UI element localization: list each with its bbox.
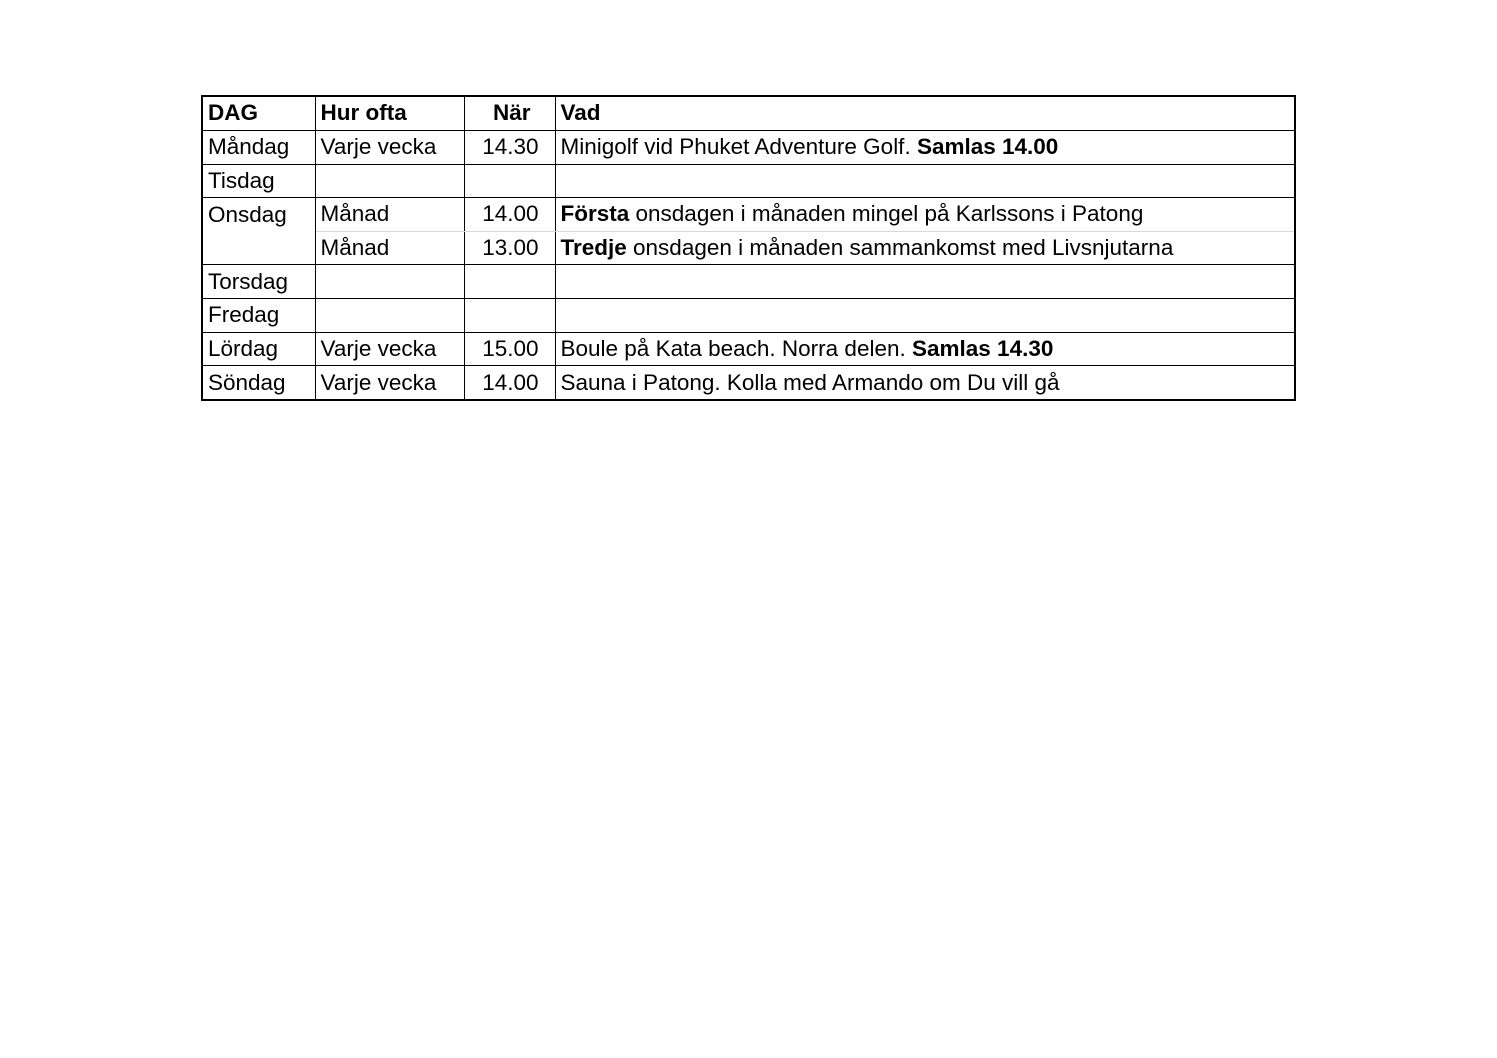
what-text: onsdagen i månaden mingel på Karlssons i Patong [629, 201, 1144, 227]
table-row [203, 131, 1294, 165]
schedule-table [203, 97, 1294, 399]
day-cell: Torsdag [203, 265, 315, 299]
day-cell: Måndag [203, 131, 315, 165]
table-row [203, 198, 1294, 232]
what-cell [555, 198, 1294, 232]
what-bold-prefix: Tredje [560, 234, 627, 260]
frequency-cell: Varje vecka [315, 366, 464, 400]
time-cell [464, 265, 555, 299]
table-row [203, 332, 1294, 366]
header-frequency: Hur ofta [315, 97, 464, 131]
frequency-cell: Varje vecka [315, 131, 464, 165]
what-text: Sauna i Patong. Kolla med Armando om Du vill gå [560, 369, 1060, 395]
frequency-cell: Månad [315, 231, 464, 265]
frequency-cell [315, 299, 464, 333]
header-day: DAG [203, 97, 315, 131]
what-bold-suffix: Samlas 14.30 [912, 335, 1054, 361]
what-cell [555, 332, 1294, 366]
frequency-cell: Varje vecka [315, 332, 464, 366]
day-cell [203, 231, 315, 265]
what-text: Boule på Kata beach. Norra delen. [560, 335, 912, 361]
what-text: Minigolf vid Phuket Adventure Golf. [560, 134, 917, 160]
what-cell [555, 164, 1294, 198]
header-time: När [464, 97, 555, 131]
time-cell [464, 299, 555, 333]
what-cell [555, 131, 1294, 165]
day-cell: Tisdag [203, 164, 315, 198]
header-row [203, 97, 1294, 131]
day-cell: Lördag [203, 332, 315, 366]
what-cell [555, 366, 1294, 400]
table-row [203, 164, 1294, 198]
time-cell [464, 164, 555, 198]
table-row [203, 265, 1294, 299]
table-row [203, 366, 1294, 400]
time-cell: 14.30 [464, 131, 555, 165]
day-cell: Söndag [203, 366, 315, 400]
table-row [203, 231, 1294, 265]
header-what: Vad [555, 97, 1294, 131]
time-cell: 14.00 [464, 366, 555, 400]
what-text: onsdagen i månaden sammankomst med Livsnjutarna [626, 234, 1174, 260]
schedule-sheet [201, 95, 1296, 401]
what-cell [555, 265, 1294, 299]
time-cell: 13.00 [464, 231, 555, 265]
what-bold-suffix: Samlas 14.00 [916, 134, 1059, 160]
what-cell [555, 299, 1294, 333]
frequency-cell: Månad [315, 198, 464, 232]
time-cell: 15.00 [464, 332, 555, 366]
day-cell: Fredag [203, 299, 315, 333]
frequency-cell [315, 265, 464, 299]
table-row [203, 299, 1294, 333]
what-bold-prefix: Första [560, 201, 630, 227]
frequency-cell [315, 164, 464, 198]
time-cell: 14.00 [464, 198, 555, 232]
what-cell [555, 231, 1294, 265]
day-cell: Onsdag [203, 198, 315, 232]
